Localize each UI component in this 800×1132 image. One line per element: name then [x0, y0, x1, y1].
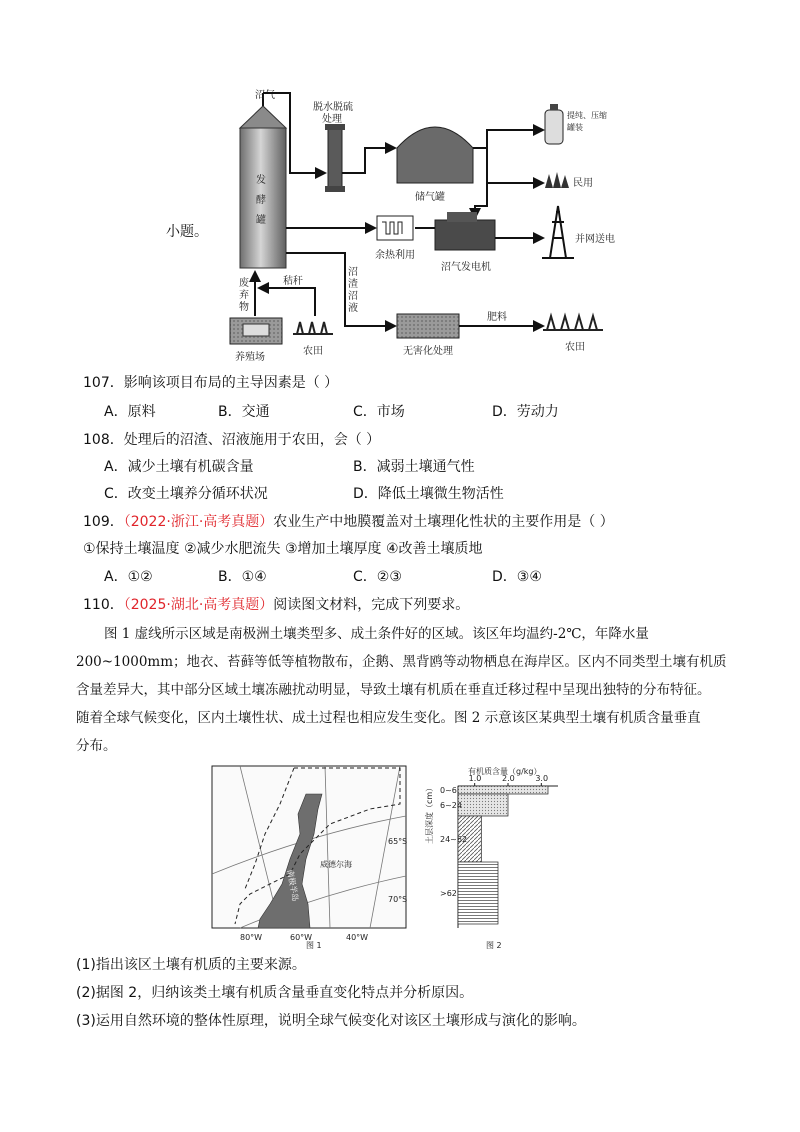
- q109-stem-line: [83, 512, 614, 532]
- label-waste-1: 废: [239, 278, 249, 289]
- q108-option-d: D．降低土壤微生物活性: [353, 486, 504, 502]
- label-fertilizer: 肥料: [487, 312, 507, 323]
- q108-option-b: B．减弱土壤通气性: [353, 459, 475, 475]
- q110-sub-3: (3)运用自然环境的整体性原理，说明全球气候变化对该区土壤形成与演化的影响。: [76, 1013, 586, 1029]
- label-field2: 农田: [565, 342, 585, 353]
- q109-stem: 农业生产中地膜覆盖对土壤理化性状的主要作用是（ ）: [273, 514, 614, 530]
- q109-statements: ①保持土壤温度 ②减少水肥流失 ③增加土壤厚度 ④改善土壤质地: [83, 541, 483, 557]
- figure1-caption: 图 1: [306, 941, 322, 949]
- q107-option-d: D．劳动力: [492, 404, 559, 420]
- q110-sub-2: (2)据图 2，归纳该类土壤有机质含量垂直变化特点并分析原因。: [76, 985, 474, 1001]
- q110-source-tag: （2025·湖北·高考真题）: [123, 597, 274, 613]
- q107-option-b: B．交通: [218, 404, 270, 420]
- label-waste-2: 弃: [239, 290, 249, 301]
- map-label-lon-60: 60°W: [290, 933, 313, 942]
- label-harmless: 无害化处理: [403, 346, 453, 357]
- figure2-depth-label: 24~62: [440, 835, 468, 844]
- q108-option-c: C．改变土壤养分循环状况: [104, 486, 268, 502]
- label-residue-2: 渣: [348, 279, 358, 290]
- figure2-y-label: 土层深度（cm）: [425, 783, 434, 844]
- q110-stem: 阅读图文材料，完成下列要求。: [273, 597, 470, 613]
- label-waste-3: 物: [239, 302, 249, 313]
- label-farm: 养殖场: [235, 352, 265, 363]
- label-field1: 农田: [303, 346, 323, 357]
- figure2-depth-label: 6~24: [440, 801, 462, 810]
- label-straw: 秸秆: [283, 276, 303, 287]
- figure2-axis-title: 有机质含量（g/kg）: [468, 767, 542, 776]
- q108-option-a: A．减少土壤有机碳含量: [104, 459, 254, 475]
- label-waste-heat: 余热利用: [375, 250, 415, 261]
- label-desulfur-1: 脱水脱硫: [313, 102, 353, 113]
- figure2-caption: 图 2: [486, 941, 502, 949]
- figure2-xtick-label: 2.0: [502, 774, 515, 783]
- q110-paragraph-2: 200~1000mm；地衣、苔藓等低等植物散布，企鹅、黑背鸥等动物栖息在海岸区。区内不同类型土壤有机质: [76, 654, 727, 670]
- map-label-lon-80: 80°W: [240, 933, 263, 942]
- q110-paragraph-4: 随着全球气候变化，区内土壤性状、成土过程也相应发生变化。图 2 示意该区某典型土壤有机质含量垂直: [76, 710, 701, 726]
- label-purify-2: 罐装: [567, 123, 583, 132]
- figure2-depth-label: >62: [440, 889, 457, 898]
- figure2-bar: [458, 794, 508, 816]
- heat-exchanger: [377, 216, 413, 240]
- map-label-peninsula: 南极半岛: [285, 868, 300, 902]
- q109-option-d: D．③④: [492, 569, 542, 585]
- map-label-lat-70: 70°S: [388, 895, 408, 904]
- label-desulfur-2: 处理: [322, 114, 342, 125]
- map-label-lon-40: 40°W: [346, 933, 369, 942]
- figure2-bar: [458, 786, 548, 794]
- label-residue-1: 沼: [348, 267, 358, 278]
- map-label-lat-65: 65°S: [388, 837, 408, 846]
- field2-crops: [543, 316, 603, 330]
- civil-flame: [545, 172, 569, 188]
- gas-storage-tank: [397, 127, 473, 183]
- farm-building: [230, 318, 282, 344]
- label-residue-4: 液: [348, 303, 358, 314]
- figure2-chart: [418, 764, 568, 949]
- q109-option-b: B．①④: [218, 569, 267, 585]
- figure2-bar: [458, 862, 498, 924]
- purify-cylinder: [545, 104, 563, 144]
- label-generator: 沼气发电机: [441, 262, 491, 273]
- figure2-xtick-label: 3.0: [535, 774, 549, 783]
- field1-crops: [293, 322, 333, 334]
- label-ferment-2: 酵: [256, 195, 266, 206]
- q109-option-a: A．①②: [104, 569, 153, 585]
- label-grid: 并网送电: [575, 234, 615, 245]
- figure2-xtick-label: 1.0: [468, 774, 482, 783]
- q110-stem-line: [83, 595, 469, 615]
- q109-option-c: C．②③: [353, 569, 402, 585]
- q110-paragraph-1: 图 1 虚线所示区域是南极洲土壤类型多、成土条件好的区域。该区年均温约-2℃，年降水量: [104, 626, 649, 642]
- intro-text: 小题。: [166, 224, 208, 240]
- map-label-weddell-sea: 威德尔海: [320, 860, 352, 869]
- power-tower: [542, 206, 574, 258]
- label-residue-3: 沼: [348, 291, 358, 302]
- treatment-pool: [397, 314, 459, 338]
- label-gas-tank: 储气罐: [415, 192, 445, 203]
- q110-paragraph-3: 含量差异大，其中部分区域土壤冻融扰动明显，导致土壤有机质在垂直迁移过程中呈现出独特的分布特征。: [76, 682, 711, 698]
- label-ferment-1: 发: [256, 175, 266, 186]
- q107-option-c: C．市场: [353, 404, 405, 420]
- figure1-map: [210, 764, 410, 949]
- label-ferment-3: 罐: [256, 215, 266, 226]
- figure2-depth-label: 0~6: [440, 786, 457, 795]
- q110-sub-1: (1)指出该区土壤有机质的主要来源。: [76, 957, 306, 973]
- label-civil: 民用: [573, 178, 593, 189]
- q109-source-tag: （2022·浙江·高考真题）: [123, 514, 274, 530]
- desulfurizer: [325, 124, 345, 192]
- q108-stem: 108．处理后的沼渣、沼液施用于农田，会（ ）: [83, 432, 381, 448]
- biogas-diagram: [225, 88, 645, 370]
- label-purify-1: 提纯、压缩: [567, 111, 607, 120]
- q110-paragraph-5: 分布。: [76, 738, 117, 754]
- q109-number: 109．: [83, 514, 124, 530]
- label-biogas: 沼气: [255, 90, 275, 101]
- biogas-generator: [435, 212, 495, 250]
- q107-stem: 107．影响该项目布局的主导因素是（ ）: [83, 375, 339, 391]
- q110-number: 110．: [83, 597, 124, 613]
- q107-option-a: A．原料: [104, 404, 156, 420]
